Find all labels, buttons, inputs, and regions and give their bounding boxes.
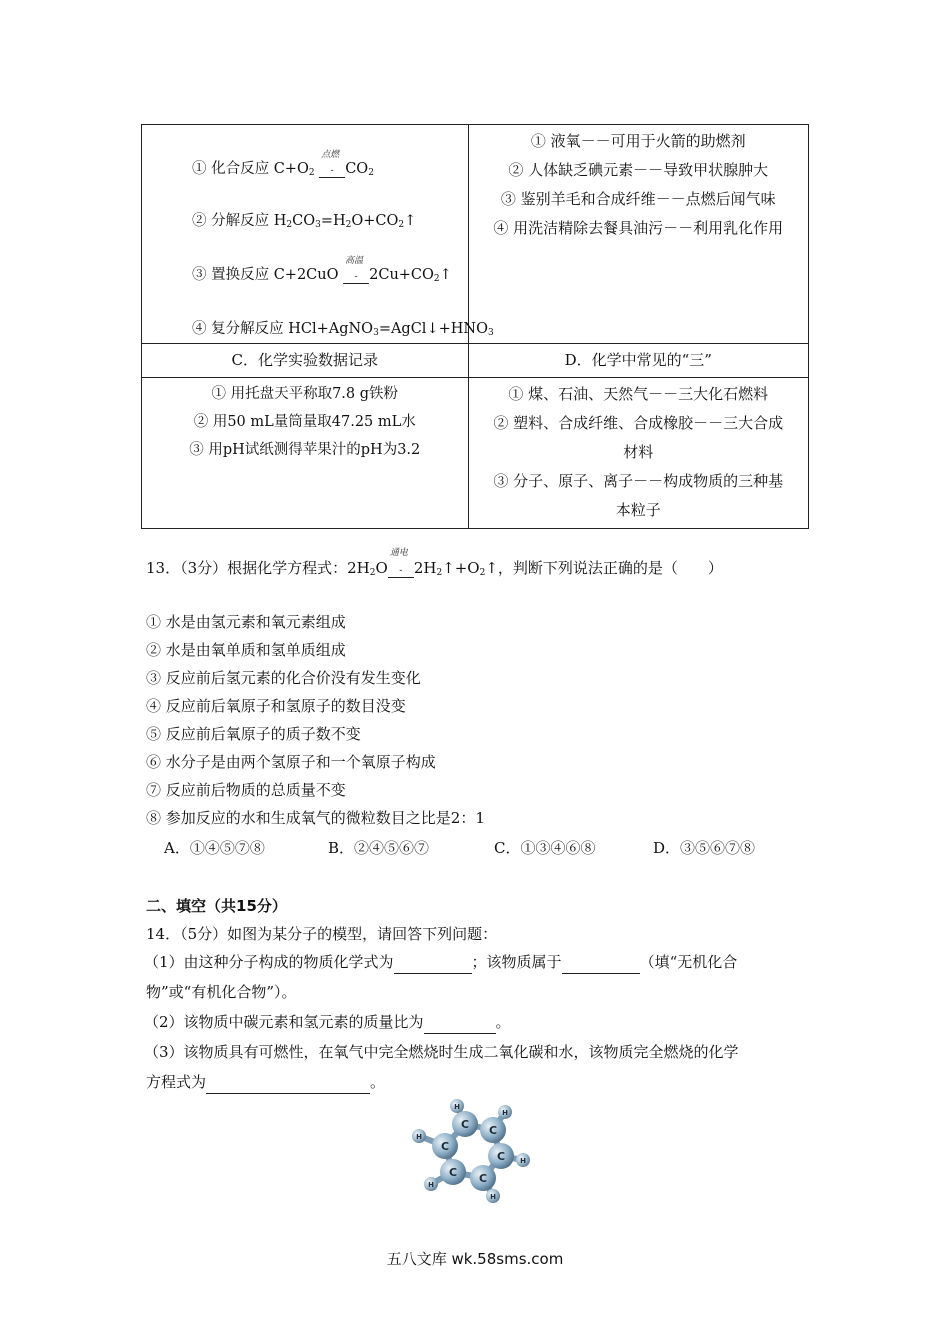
q14-part3: （3）该物质具有可燃性，在氧气中完全燃烧时生成二氧化碳和水，该物质完全燃烧的化学: [144, 1043, 739, 1061]
svg-text:C: C: [488, 1124, 498, 1137]
svg-text:C: C: [496, 1150, 506, 1163]
q13-option-d: D．③⑤⑥⑦⑧: [653, 839, 756, 857]
q13-option-a: A．①④⑤⑦⑧: [164, 839, 265, 857]
b-item: ② 人体缺乏碘元素－－导致甲状腺肿大: [508, 161, 769, 179]
q13-statement: ② 水是由氧单质和氢单质组成: [146, 641, 346, 659]
q13-stem: 13．（3分）根据化学方程式：$2H_2O$ 通电 - $2H_2↑+O_2↑$，判断下列说法正确的是（ ）: [146, 548, 723, 578]
svg-text:H: H: [428, 1181, 434, 1189]
q13-statement: ⑦ 反应前后物质的总质量不变: [146, 781, 346, 799]
svg-text:C: C: [440, 1140, 450, 1153]
q14-part1: （1）由这种分子构成的物质化学式为 ；该物质属于 （填“无机化合: [144, 951, 737, 974]
cell-d-title: D．化学中常见的“三”: [468, 344, 809, 378]
c-item: ② 用50 mL量筒量取47.25 mL水: [193, 414, 416, 430]
q13-option-c: C．①③④⑥⑧: [494, 839, 596, 857]
q13-statement: ③ 反应前后氢元素的化合价没有发生变化: [146, 669, 421, 687]
cell-a-reaction-types: [142, 125, 494, 344]
svg-text:H: H: [416, 1133, 422, 1141]
q13-statement: ⑧ 参加反应的水和生成氧气的微粒数目之比是2：1: [146, 809, 485, 827]
q14-part2: （2）该物质中碳元素和氢元素的质量比为 。: [144, 1011, 511, 1034]
q14-stem: 14．（5分）如图为某分子的模型，请回答下列问题：: [146, 925, 498, 943]
svg-text:C: C: [478, 1172, 488, 1185]
reaction-line-4: ④ 复分解反应 $HCl+AgNO_3=AgCl↓+HNO_3$: [192, 321, 494, 338]
cell-d-threes: [468, 378, 809, 529]
b-item: ④ 用洗洁精除去餐具油污－－利用乳化作用: [493, 219, 784, 237]
cell-c-data: [142, 378, 469, 529]
q13-option-b: B．②④⑤⑥⑦: [328, 839, 430, 857]
q13-statement: ⑤ 反应前后氧原子的质子数不变: [146, 725, 361, 743]
svg-text:H: H: [520, 1157, 526, 1165]
svg-text:H: H: [454, 1103, 460, 1111]
q13-statement: ① 水是由氢元素和氧元素组成: [146, 613, 346, 631]
svg-text:H: H: [490, 1193, 496, 1201]
benzene-molecule-image: [405, 1098, 545, 1208]
q14-part1-cont: 物”或“有机化合物”）。: [146, 983, 297, 1001]
reaction-line-1: ① 化合反应 $C+O_2$ 点燃 - $CO_2$: [192, 150, 374, 178]
d-item: 材料: [623, 443, 654, 461]
footer-watermark: 五八文库 wk.58sms.com: [386, 1250, 564, 1268]
svg-text:C: C: [448, 1166, 458, 1179]
q13-statement: ④ 反应前后氧原子和氢原子的数目没变: [146, 697, 406, 715]
d-item: 本粒子: [615, 501, 661, 519]
reaction-line-3: ③ 置换反应 C+2CuO 高温 - $2Cu+CO_2↑$: [192, 256, 452, 284]
d-item: ② 塑料、合成纤维、合成橡胶－－三大合成: [493, 414, 784, 432]
reaction-line-2: ② 分解反应 $H_2CO_3=H_2O+CO_2↑$: [192, 213, 417, 230]
q14-part3-cont: 方程式为 。: [146, 1071, 385, 1094]
c-item: ① 用托盘天平称取7.8 g铁粉: [211, 386, 399, 402]
svg-text:C: C: [460, 1118, 470, 1131]
q13-statement: ⑥ 水分子是由两个氢原子和一个氧原子构成: [146, 753, 436, 771]
d-item: ① 煤、石油、天然气－－三大化石燃料: [508, 385, 769, 403]
c-item: ③ 用pH试纸测得苹果汁的pH为3.2: [189, 442, 421, 458]
b-item: ① 液氧－－可用于火箭的助燃剂: [530, 132, 746, 150]
svg-text:H: H: [502, 1109, 508, 1117]
section-title: 二、填空（共15分）: [146, 897, 287, 915]
b-item: ③ 鉴别羊毛和合成纤维－－点燃后闻气味: [500, 190, 776, 208]
cell-c-title: C．化学实验数据记录: [142, 344, 469, 378]
d-item: ③ 分子、原子、离子－－构成物质的三种基: [493, 472, 784, 490]
comparison-table: [141, 124, 809, 529]
cell-b-applications: [468, 125, 809, 344]
